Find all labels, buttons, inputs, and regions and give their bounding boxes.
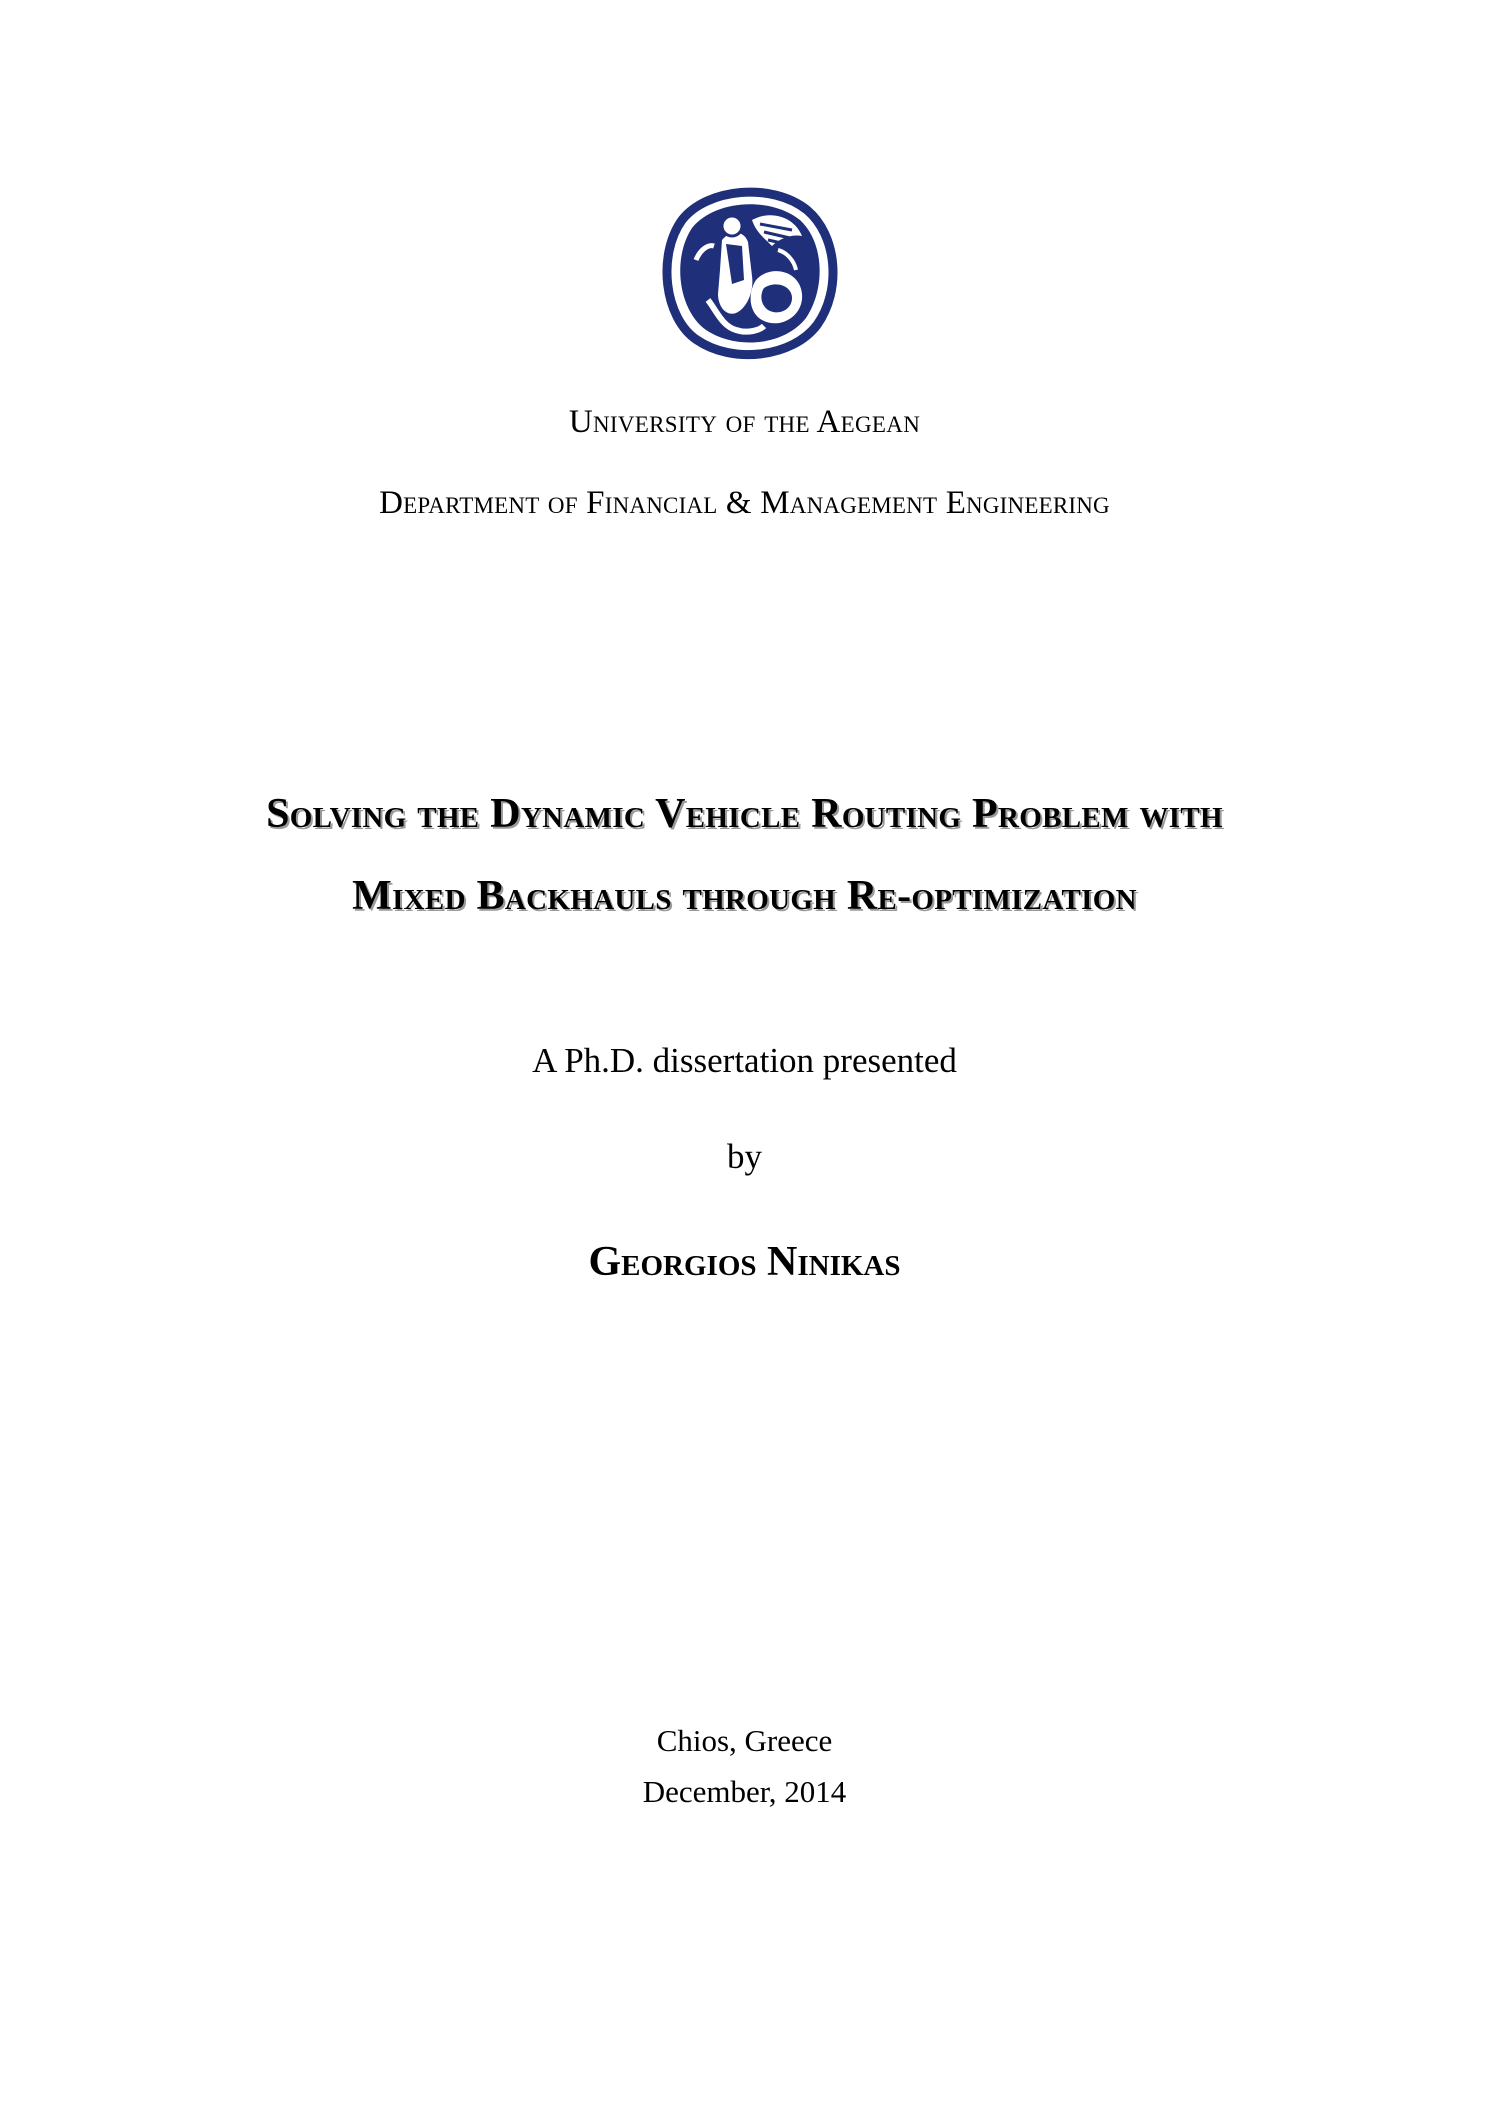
university-seal-icon xyxy=(652,180,840,362)
dissertation-statement: A Ph.D. dissertation presented xyxy=(532,1041,957,1080)
by-text: by xyxy=(727,1137,762,1176)
university-name: University of the Aegean xyxy=(568,404,921,440)
date: December, 2014 xyxy=(642,1774,847,1809)
place: Chios, Greece xyxy=(656,1723,833,1758)
thesis-title-line-2: Mixed Backhauls through Re-optimization xyxy=(352,873,1137,919)
thesis-title-line-1: Solving the Dynamic Vehicle Routing Problem with xyxy=(266,791,1223,837)
department-name: Department of Financial & Management Engineering xyxy=(379,485,1110,521)
author-name: Georgios Ninikas xyxy=(588,1239,901,1285)
